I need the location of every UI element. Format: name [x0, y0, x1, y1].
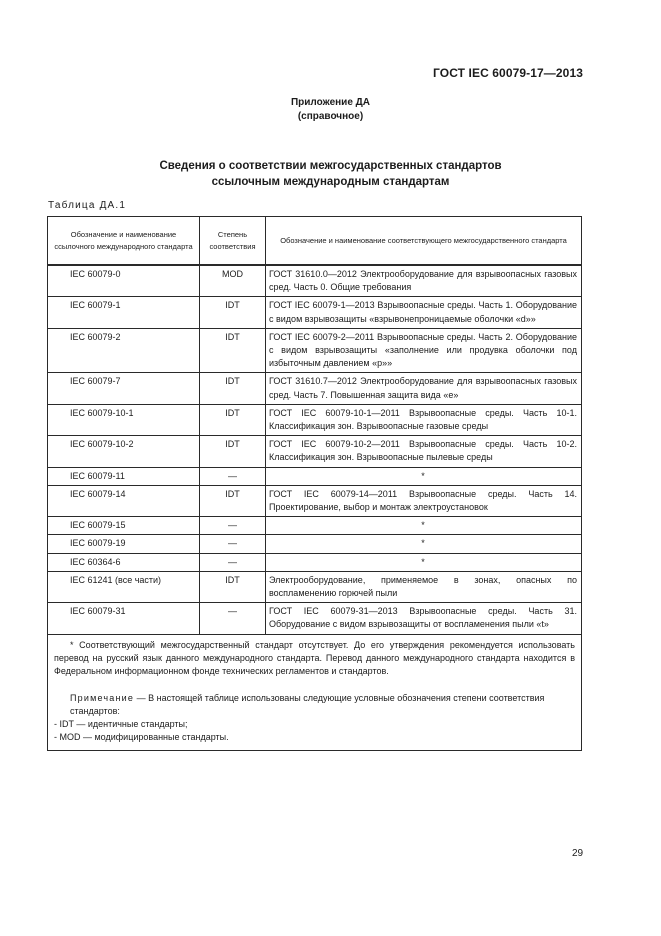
interstate-standard-cell: *	[266, 535, 582, 553]
header-international-standard: Обозначение и наименование ссылочного международного стандарта	[48, 217, 200, 266]
international-standard-cell: IEC 60364-6	[48, 553, 200, 571]
degree-cell: —	[200, 517, 266, 535]
interstate-standard-cell: ГОСТ 31610.7—2012 Электрооборудование для взрывоопасных газовых сред. Часть 7. Повышенная защита вида «е»	[266, 373, 582, 404]
international-standard-cell: IEC 60079-10-1	[48, 404, 200, 435]
footnote: * Соответствующий межгосударственный стандарт отсутствует. До его утверждения рекомендуется использовать перевод на русский язык данного международного стандарта. Перевод данного международного стандарта находится в Федеральном информационном фонде технических регламентов и стандартов.	[54, 639, 575, 676]
international-standard-cell: IEC 60079-1	[48, 297, 200, 328]
interstate-standard-cell: *	[266, 517, 582, 535]
note	[54, 692, 575, 744]
degree-cell: —	[200, 535, 266, 553]
table-body	[48, 265, 582, 634]
degree-cell: MOD	[200, 265, 266, 297]
international-standard-cell: IEC 60079-0	[48, 265, 200, 297]
table-row	[48, 553, 582, 571]
table-row	[48, 404, 582, 435]
document-title-line-1: Сведения о соответствии межгосударственных стандартов	[159, 160, 502, 172]
degree-cell: IDT	[200, 436, 266, 467]
table-row	[48, 517, 582, 535]
correspondence-table	[47, 216, 582, 751]
degree-cell: IDT	[200, 297, 266, 328]
header-interstate-standard: Обозначение и наименование соответствующего межгосударственного стандарта	[266, 217, 582, 266]
table-row	[48, 485, 582, 516]
interstate-standard-cell: ГОСТ IEC 60079-31—2013 Взрывоопасные среды. Часть 31. Оборудование с видом взрывозащиты от воспламенения пыли «t»	[266, 603, 582, 634]
note-text: — В настоящей таблице использованы следующие условные обозначения степени соответствия стандартов:	[70, 692, 545, 716]
degree-cell: —	[200, 467, 266, 485]
header-degree-of-correspondence: Степень соответствия	[200, 217, 266, 266]
international-standard-cell: IEC 60079-2	[48, 328, 200, 373]
appendix-subtitle: (справочное)	[297, 111, 364, 122]
interstate-standard-cell: *	[266, 467, 582, 485]
degree-cell: —	[200, 553, 266, 571]
document-title-line-2: ссылочным международным стандартам	[211, 176, 450, 188]
table-row	[48, 603, 582, 634]
table-row	[48, 328, 582, 373]
international-standard-cell: IEC 60079-15	[48, 517, 200, 535]
page-number: 29	[572, 848, 584, 859]
table-row	[48, 467, 582, 485]
interstate-standard-cell: *	[266, 553, 582, 571]
note-item-idt: - IDT — идентичные стандарты;	[54, 718, 188, 729]
interstate-standard-cell: ГОСТ IEC 60079-1—2013 Взрывоопасные среды. Часть 1. Оборудование с видом взрывозащиты «взрывонепроницаемые оболочки «d»»	[266, 297, 582, 328]
interstate-standard-cell: ГОСТ IEC 60079-10-2—2011 Взрывоопасные среды. Часть 10-2. Классификация зон. Взрывоопасные пылевые среды	[266, 436, 582, 467]
appendix-title: Приложение ДА	[290, 97, 371, 108]
degree-cell: IDT	[200, 373, 266, 404]
degree-cell: —	[200, 603, 266, 634]
table-footer-row	[48, 634, 582, 750]
interstate-standard-cell: ГОСТ IEC 60079-10-1—2011 Взрывоопасные среды. Часть 10-1. Классификация зон. Взрывоопасные газовые среды	[266, 404, 582, 435]
degree-cell: IDT	[200, 571, 266, 602]
interstate-standard-cell: ГОСТ IEC 60079-2—2011 Взрывоопасные среды. Часть 2. Оборудование с видом взрывозащиты «заполнение или продувка оболочки под избыточным давлением «р»»	[266, 328, 582, 373]
table-row	[48, 373, 582, 404]
interstate-standard-cell: ГОСТ IEC 60079-14—2011 Взрывоопасные среды. Часть 14. Проектирование, выбор и монтаж электроустановок	[266, 485, 582, 516]
table-header-row	[48, 217, 582, 266]
degree-cell: IDT	[200, 485, 266, 516]
appendix-heading	[0, 96, 661, 124]
table-caption: Таблица ДА.1	[48, 200, 127, 211]
international-standard-cell: IEC 60079-7	[48, 373, 200, 404]
international-standard-cell: IEC 60079-14	[48, 485, 200, 516]
degree-cell: IDT	[200, 328, 266, 373]
table-row	[48, 436, 582, 467]
table-row	[48, 265, 582, 297]
interstate-standard-cell: Электрооборудование, применяемое в зонах, опасных по воспламенению горючей пыли	[266, 571, 582, 602]
table-row	[48, 535, 582, 553]
degree-cell: IDT	[200, 404, 266, 435]
international-standard-cell: IEC 60079-19	[48, 535, 200, 553]
standard-code: ГОСТ IEC 60079-17—2013	[433, 66, 583, 80]
international-standard-cell: IEC 60079-11	[48, 467, 200, 485]
note-item-mod: - MOD — модифицированные стандарты.	[54, 731, 229, 742]
international-standard-cell: IEC 61241 (все части)	[48, 571, 200, 602]
note-heading	[54, 692, 575, 718]
international-standard-cell: IEC 60079-31	[48, 603, 200, 634]
international-standard-cell: IEC 60079-10-2	[48, 436, 200, 467]
table-row	[48, 571, 582, 602]
document-title	[0, 158, 661, 190]
note-label: Примечание	[70, 692, 135, 703]
interstate-standard-cell: ГОСТ 31610.0—2012 Электрооборудование для взрывоопасных газовых сред. Часть 0. Общие требования	[266, 265, 582, 297]
table-footer	[48, 634, 582, 750]
table-row	[48, 297, 582, 328]
